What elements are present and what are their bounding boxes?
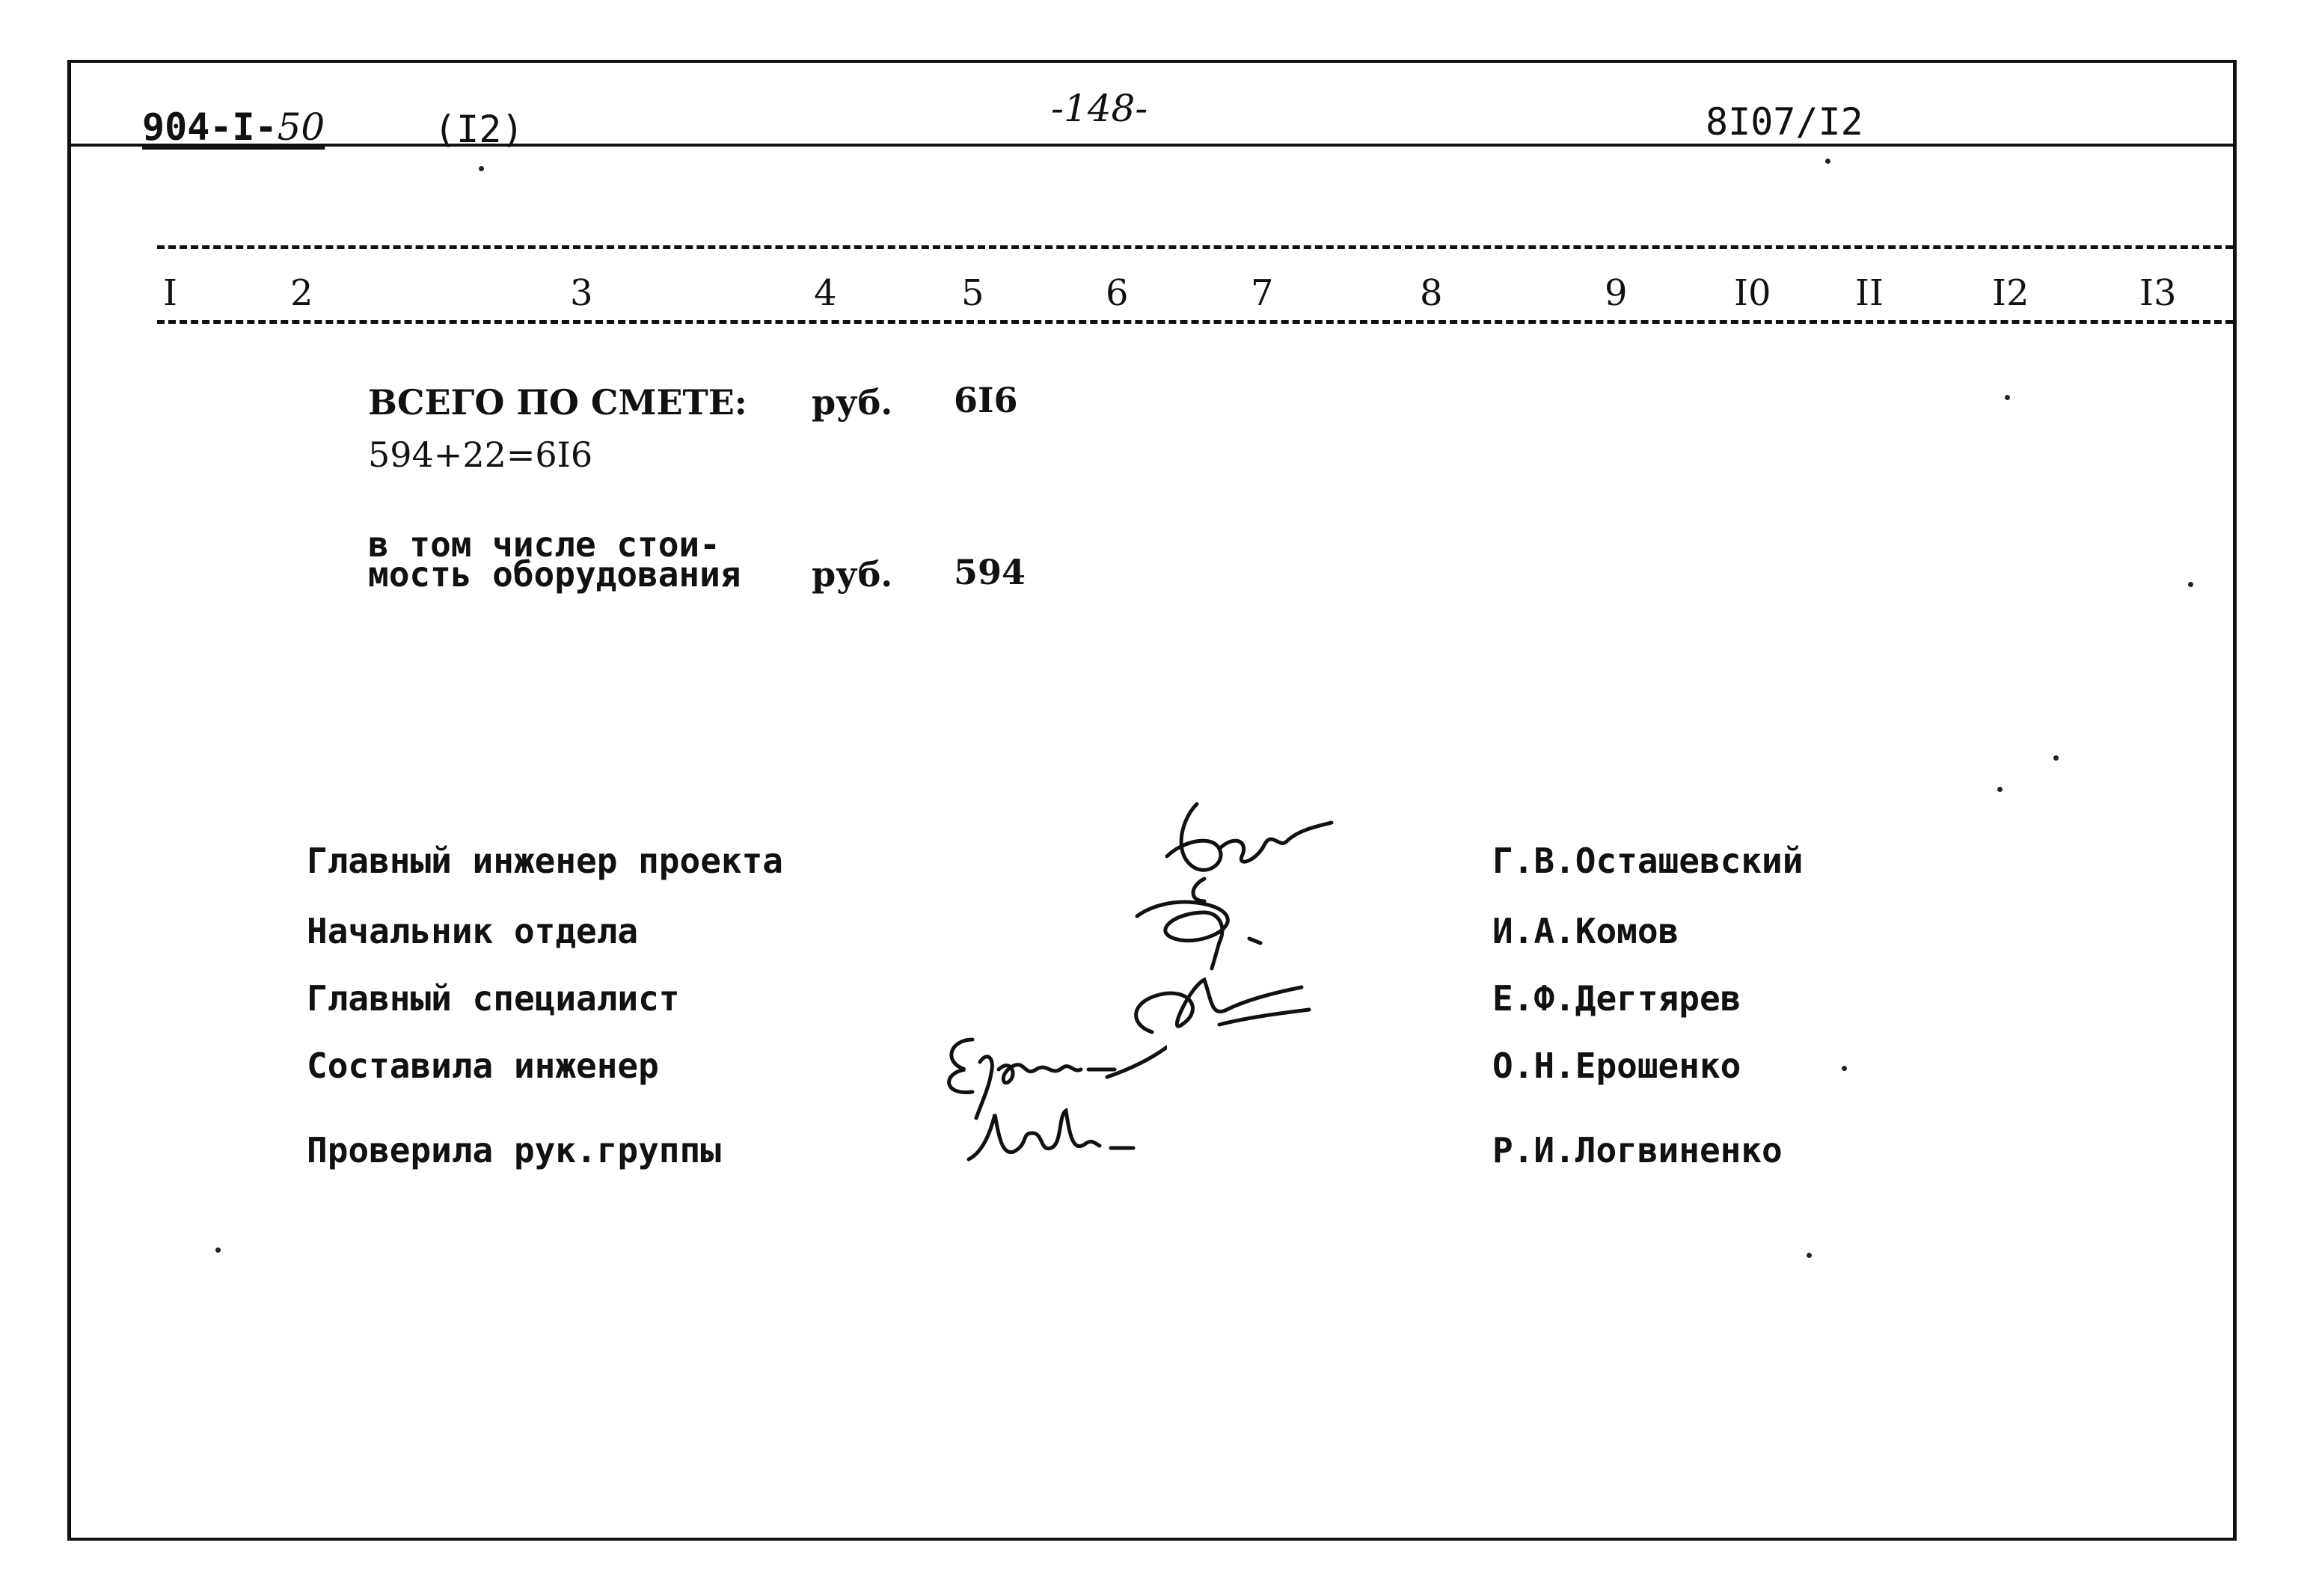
scan-speck [479, 166, 484, 171]
document-code-typed: 904-I- [142, 105, 278, 149]
scan-speck [2005, 395, 2010, 400]
column-number: I [163, 272, 177, 314]
signatory-name: Р.И.Логвиненко [1492, 1130, 1783, 1170]
signature-department-head [1107, 871, 1302, 976]
equipment-unit: руб. [812, 554, 893, 595]
equipment-value: 594 [954, 552, 1026, 592]
column-number: 2 [290, 272, 313, 314]
header-rule [71, 144, 2237, 147]
page-number: -148- [1051, 87, 1148, 130]
signatory-name: О.Н.Ерошенко [1492, 1046, 1741, 1086]
equipment-label-line2: мость оборудования [368, 554, 741, 595]
total-unit: руб. [812, 382, 893, 423]
total-value: 6I6 [954, 380, 1018, 420]
equipment-label-line1: в том числе стои- [368, 524, 720, 565]
signature-group-leader [961, 1099, 1156, 1174]
signatory-position: Проверила рук.группы [307, 1130, 721, 1170]
scan-speck [1807, 1253, 1812, 1258]
column-number: 6 [1106, 272, 1129, 314]
signatory-position: Начальник отдела [307, 911, 639, 951]
signatory-name: Г.В.Осташевский [1492, 841, 1804, 881]
column-number: II [1855, 272, 1884, 314]
signatory-name: И.А.Комов [1492, 911, 1679, 951]
total-label: ВСЕГО ПО СМЕТЕ: [368, 382, 747, 423]
scan-speck [2188, 582, 2193, 587]
column-number: 5 [961, 272, 984, 314]
column-number: 8 [1420, 272, 1443, 314]
reference-code: 8I07/I2 [1706, 100, 1863, 144]
signatory-position: Составила инженер [307, 1046, 659, 1086]
column-number: 7 [1251, 272, 1274, 314]
signatory-name: Е.Ф.Дегтярев [1492, 978, 1741, 1019]
column-strip-top-rule [157, 245, 2233, 249]
signatory-position: Главный специалист [307, 978, 680, 1019]
column-number: I3 [2139, 272, 2177, 314]
document-code [142, 105, 325, 149]
total-formula: 594+22=6I6 [368, 435, 593, 475]
column-number: 4 [814, 272, 837, 314]
column-strip-bottom-rule [157, 320, 2233, 324]
scan-speck [1997, 787, 2003, 792]
column-number: I2 [1992, 272, 2029, 314]
scan-speck [2053, 755, 2059, 761]
signatory-position: Главный инженер проекта [307, 841, 783, 881]
scan-speck [1842, 1066, 1847, 1071]
column-number: I0 [1734, 272, 1771, 314]
scan-speck [1825, 159, 1830, 164]
document-code-handwritten: 50 [277, 105, 325, 149]
column-number: 9 [1605, 272, 1628, 314]
column-number: 3 [570, 272, 593, 314]
document-subcode: (I2) [434, 108, 524, 151]
scan-speck [215, 1247, 221, 1253]
